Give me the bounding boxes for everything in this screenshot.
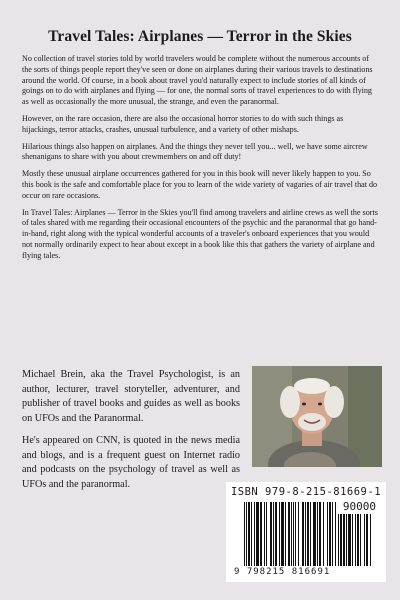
- barcode-bar: [357, 514, 359, 566]
- barcode-bar: [346, 514, 347, 566]
- isbn-label: ISBN 979-8-215-81669-1: [230, 486, 382, 498]
- barcode-bar: [291, 502, 292, 566]
- barcode-bar: [340, 514, 342, 566]
- barcode-bar: [319, 502, 321, 566]
- barcode-bar: [246, 502, 247, 566]
- barcode-bar: [264, 502, 265, 566]
- barcode-bar: [332, 502, 333, 566]
- barcode-bar: [293, 502, 294, 566]
- barcode-bar: [305, 502, 306, 566]
- description-paragraph: However, on the rare occasion, there are also the occasional horror stories to do with such things as hijackings, terror attacks, crashes, unusual turbulence, and a variety of other mishaps.: [22, 113, 344, 134]
- book-description: [22, 54, 380, 268]
- barcode-bar: [273, 502, 274, 566]
- barcode-bar: [256, 502, 259, 566]
- barcode-bar: [295, 502, 296, 566]
- barcode-bar: [317, 502, 318, 566]
- author-bio-paragraph: He's appeared on CNN, is quoted in the news media and blogs, and is a frequent guest on Internet radio and podcasts on the psychology of travel as well as UFOs and the paranormal.: [22, 435, 240, 490]
- barcode-bar: [307, 502, 309, 566]
- author-bio-paragraph: Michael Brein, aka the Travel Psychologist, is an author, lecturer, travel storyteller, adventurer, and publisher of travel books and guides as well as books on UFOs and the Paranormal.: [22, 369, 240, 424]
- barcode-bar: [370, 514, 371, 566]
- author-bio: [22, 368, 240, 500]
- barcode-bar: [302, 502, 304, 566]
- barcode-bar: [343, 514, 345, 566]
- barcode-bar: [298, 502, 299, 566]
- ean-digits: 9 798215 816691: [234, 567, 331, 577]
- isbn-barcode: [226, 482, 386, 582]
- barcode-bar: [279, 502, 280, 566]
- book-title: Travel Tales: Airplanes — Terror in the Skies: [48, 28, 352, 45]
- description-paragraph: No collection of travel stories told by world travelers would be complete without the numerous accounts of the sorts of things people report they've seen or done on airplanes during their various travels to destinations around the world. Of course, in a book about travel you'd naturally expect to include stories of all kinds of goings on to do with airplanes and flying — for one, the normal sorts of travel experiences to do with flying as well as occasionally the more unusual, the strange, and even the paranormal.: [22, 54, 373, 107]
- barcode-bar: [285, 502, 286, 566]
- barcode-bar: [260, 502, 262, 566]
- barcode-bar: [275, 502, 277, 566]
- barcode-bar: [348, 514, 351, 566]
- barcode-bar: [251, 502, 252, 566]
- barcode-bar: [366, 514, 368, 566]
- barcode-bar: [244, 502, 245, 566]
- description-paragraph: Mostly these unusual airplane occurrences gathered for you in this book will never likely happen to you. So this book is the safe and comfortable place for you to learn of the wide variety of vagaries of air travel that do occur on rare occasions.: [22, 169, 378, 200]
- addon-barcode-bars: [338, 514, 376, 566]
- barcode-bar: [266, 502, 267, 566]
- barcode-bar: [323, 502, 324, 566]
- barcode-bar: [338, 514, 339, 566]
- barcode-bar: [254, 502, 255, 566]
- barcode-bar: [313, 502, 316, 566]
- description-paragraph: In Travel Tales: Airplanes — Terror in the Skies you'll find among travelers and airline crews as well the sorts of tales shared with me regarding their occasional encounters of the psychic and the paranormal that go hand-in-hand, right along with the typical wonderful accounts of a traveler's onboard experiences that you would not normally ordinarily expect to hear about except in a book like this that gathers the variety of airplane and flying tales.: [22, 207, 378, 260]
- description-paragraph: Hilarious things also happen on airplanes. And the things they never tell you... well, we have some aircrew shenanigans to share with you about crewmembers on and off duty!: [22, 141, 368, 162]
- barcode-bar: [288, 502, 290, 566]
- barcode-bar: [327, 502, 328, 566]
- barcode-bar: [310, 502, 311, 566]
- barcode-bar: [352, 514, 353, 566]
- barcode-bar: [355, 514, 356, 566]
- barcode-bars: [244, 502, 336, 566]
- barcode-bar: [329, 502, 331, 566]
- price-code: 90000: [342, 500, 376, 513]
- author-photo: [252, 366, 382, 467]
- barcode-bar: [270, 502, 272, 566]
- barcode-bar: [281, 502, 284, 566]
- barcode-bar: [248, 502, 250, 566]
- barcode-bar: [335, 502, 336, 566]
- barcode-bar: [360, 514, 361, 566]
- barcode-bar: [364, 514, 365, 566]
